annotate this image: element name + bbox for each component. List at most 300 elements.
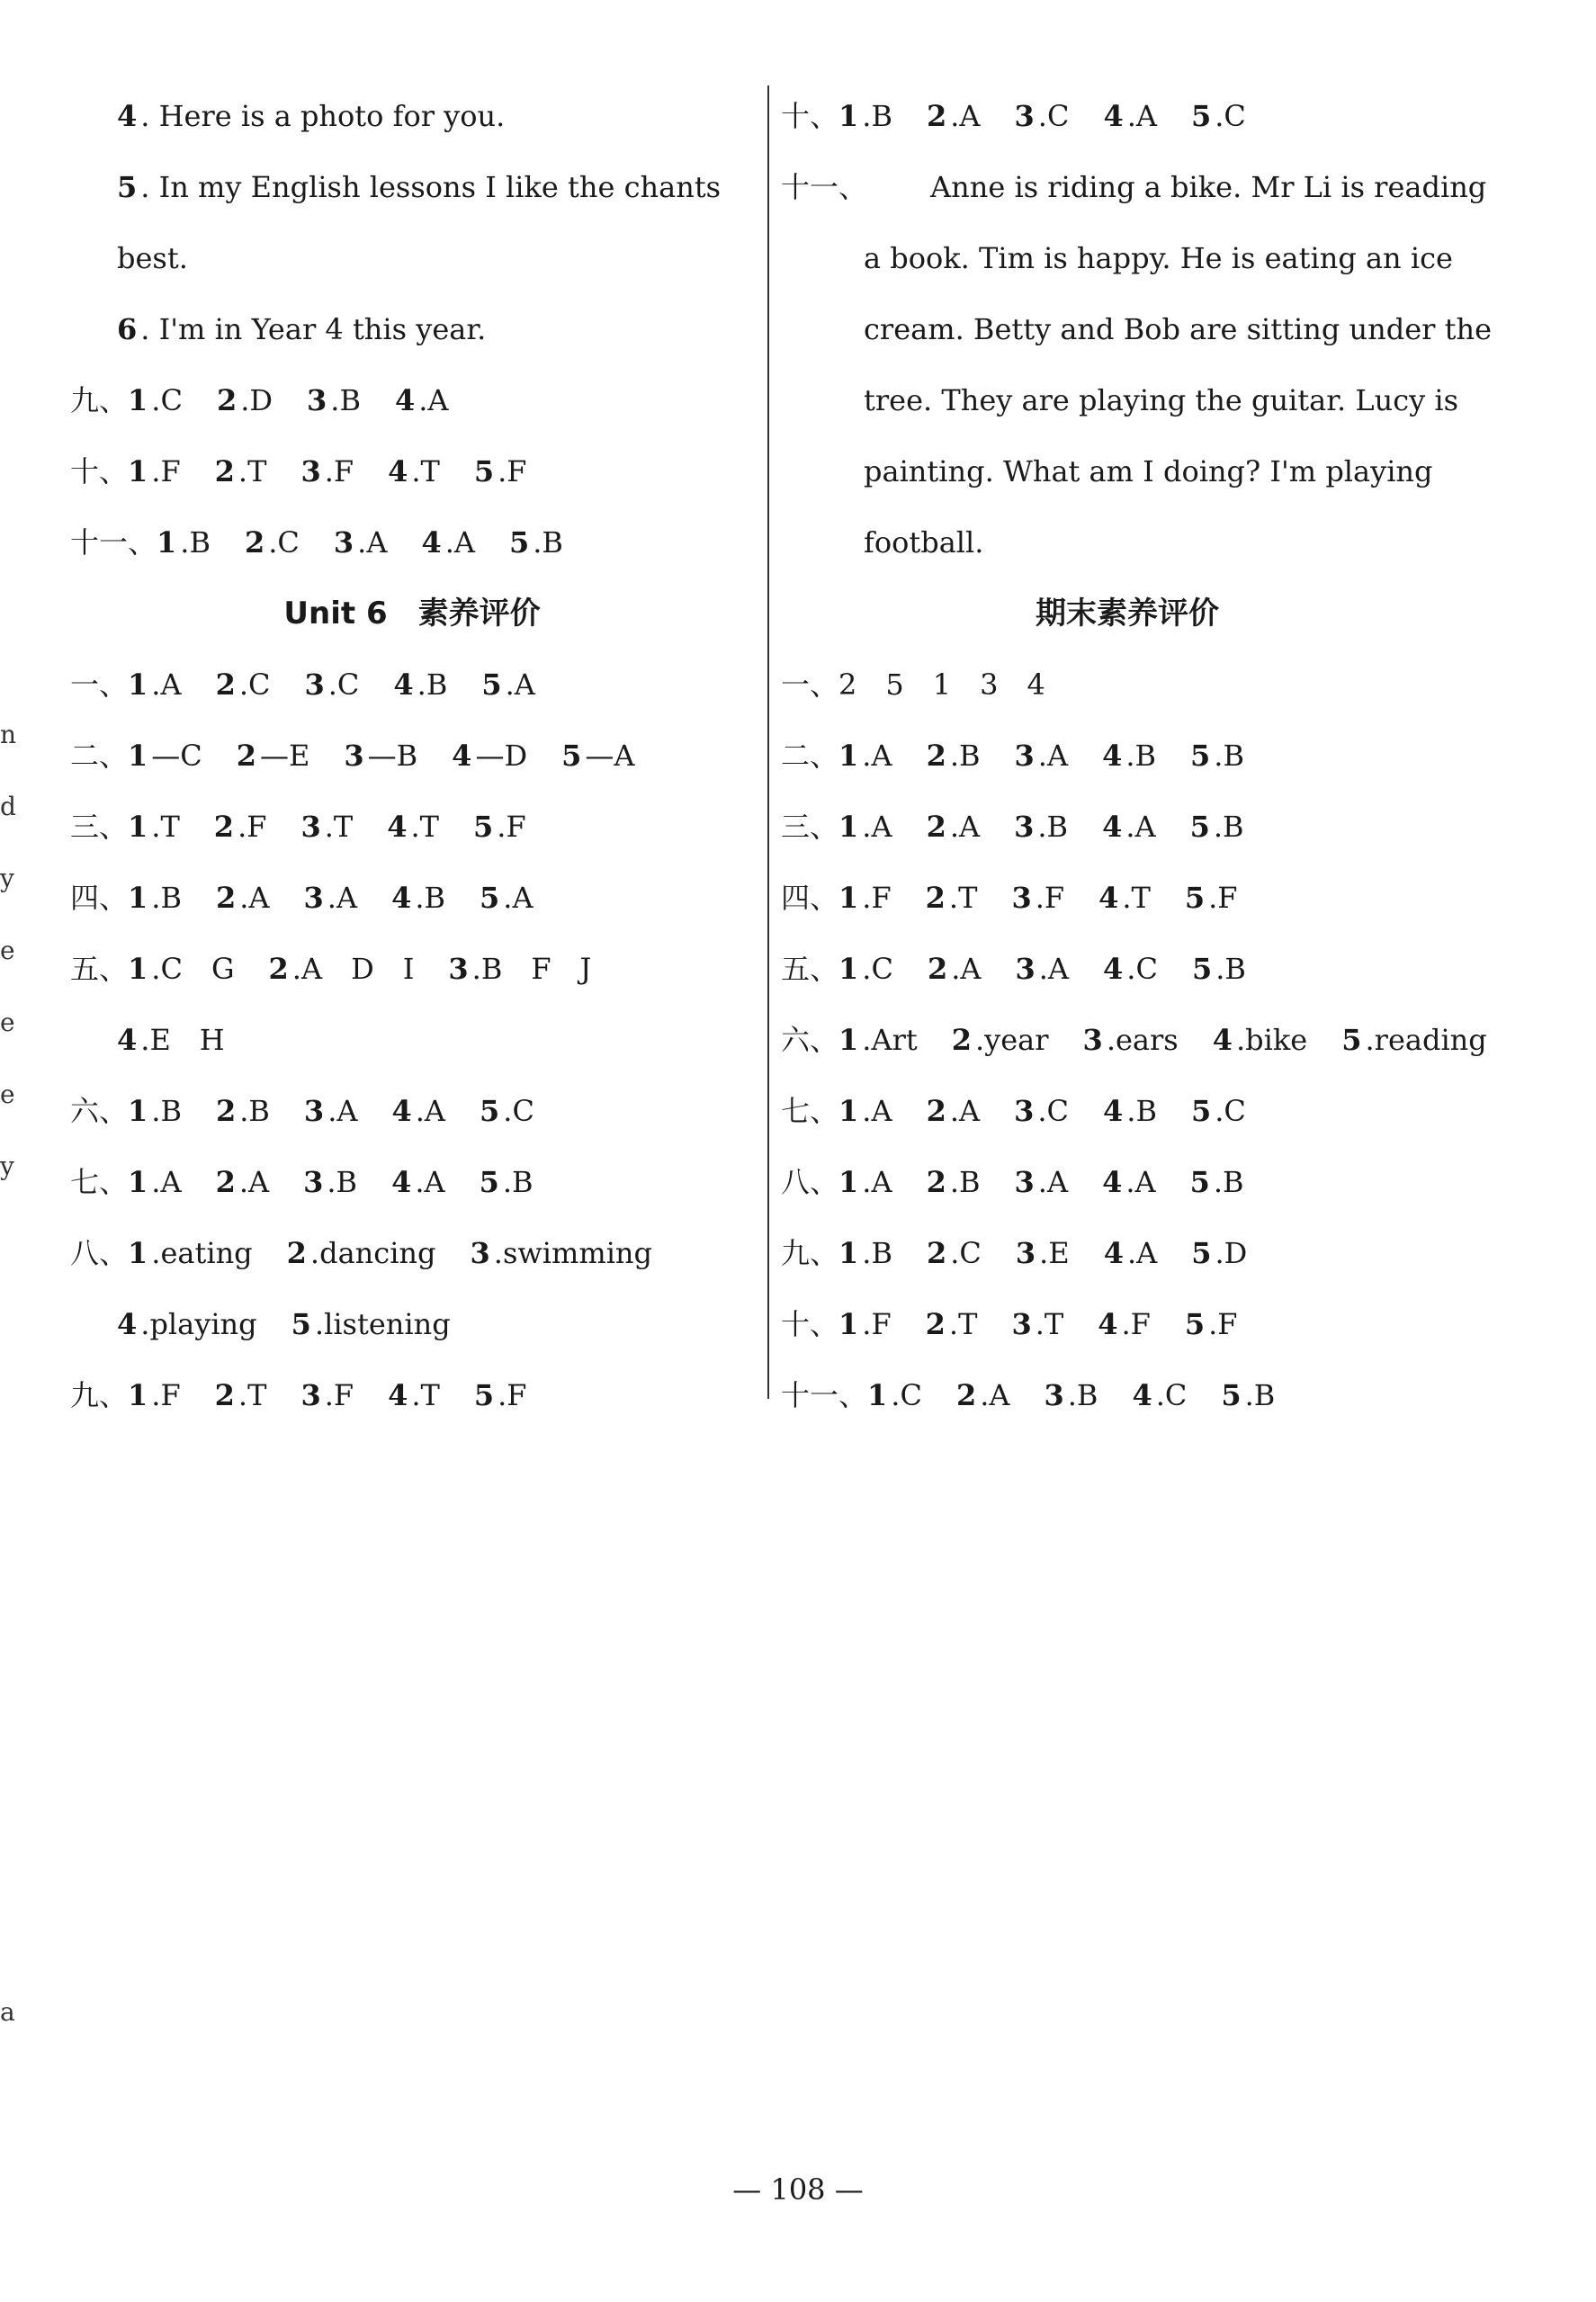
answer-item: 2 .T: [925, 881, 978, 915]
question-number: 1: [838, 99, 859, 133]
answer-row: [70, 1218, 754, 1289]
question-number: 1: [157, 525, 177, 560]
answer-value: listening: [324, 1307, 451, 1341]
question-number: 3: [1015, 1236, 1036, 1270]
paragraph-text: a book. Tim is happy. He is eating an ice: [864, 241, 1453, 275]
answer-value: C: [1046, 1094, 1070, 1128]
answer-value: A: [336, 881, 358, 915]
paragraph-line: [781, 223, 1474, 294]
answer-value: B: [189, 525, 211, 560]
answer-item: 4 .B: [1102, 739, 1157, 773]
answer-value: C: [277, 525, 300, 560]
answer-item: 2 .T: [214, 1378, 267, 1412]
question-number: 4: [452, 739, 472, 773]
question-number: 2: [215, 1165, 236, 1199]
answer-value: A D I: [300, 952, 415, 986]
answer-item: [452, 721, 527, 792]
answer-value: A: [512, 881, 533, 915]
question-number: 4: [1098, 881, 1119, 915]
answer-item: 5 .F: [473, 810, 526, 844]
sentence-line: [70, 223, 754, 294]
answer-value: B: [1253, 1378, 1276, 1412]
answer-value: F: [333, 454, 354, 488]
section-label: 十、: [70, 454, 129, 488]
answer-value: F: [507, 454, 527, 488]
question-number: 4: [117, 99, 138, 133]
answer-item: 5 .A: [480, 881, 533, 915]
answer-value: reading: [1374, 1023, 1487, 1057]
answer-value: B: [1223, 810, 1244, 844]
answer-value: B F J: [480, 952, 592, 986]
answer-value: A: [1047, 952, 1070, 986]
answer-row: [70, 507, 754, 578]
answer-row: [781, 1218, 1474, 1289]
answer-row: [781, 1076, 1474, 1147]
answer-value: A: [366, 525, 388, 560]
question-number: 3: [1014, 739, 1035, 773]
answer-value: F: [247, 810, 267, 844]
section-label: 四、: [70, 881, 129, 915]
question-number: 1: [838, 1094, 859, 1128]
question-number: 5: [1184, 881, 1206, 915]
section-label: 二、: [70, 739, 129, 773]
edge-letter: e: [0, 936, 15, 965]
answer-value: A: [424, 1094, 446, 1128]
question-number: 1: [128, 881, 148, 915]
question-number: 2: [244, 525, 265, 560]
question-number: 1: [838, 739, 859, 773]
answer-row: [70, 1005, 754, 1076]
answer-item: 2 .A: [926, 99, 981, 133]
answer-item: 3 .C: [304, 667, 360, 702]
sentence-text: . Here is a photo for you.: [140, 99, 506, 133]
question-number: 4: [117, 1307, 138, 1341]
question-number: 5: [1189, 1165, 1210, 1199]
question-number: 5: [1184, 1307, 1206, 1341]
answer-item: 4 .B: [1103, 1094, 1157, 1128]
question-number: 4: [1103, 952, 1124, 986]
question-number: 4: [1102, 1165, 1123, 1199]
answer-value: B: [871, 1236, 892, 1270]
section-label: 十、: [781, 1307, 839, 1341]
sentence-text: . I'm in Year 4 this year.: [140, 312, 487, 346]
answer-value: bike: [1245, 1023, 1308, 1057]
question-number: 2: [926, 1236, 947, 1270]
answer-item: 3 .E: [1015, 1236, 1070, 1270]
answer-row: [70, 1360, 754, 1431]
question-number: 5: [479, 1165, 499, 1199]
answer-item: 5 .F: [1184, 1307, 1238, 1341]
question-number: 5: [1189, 810, 1210, 844]
answer-value: —E: [260, 739, 310, 773]
question-number: 5: [1221, 1378, 1242, 1412]
answer-item: 2 .A: [927, 952, 982, 986]
answer-item: 3 .swimming: [470, 1236, 653, 1270]
question-number: 2: [925, 881, 946, 915]
answer-item: 1 .B: [838, 99, 892, 133]
section-label: 七、: [70, 1165, 129, 1199]
answer-item: 4 .E H: [117, 1023, 225, 1057]
question-number: 3: [303, 1165, 324, 1199]
answer-value: A: [871, 739, 892, 773]
question-number: 1: [838, 1165, 859, 1199]
paragraph-line: [781, 294, 1492, 365]
answer-item: 1 .A: [838, 1094, 892, 1128]
answer-value: B: [512, 1165, 533, 1199]
answer-value: playing: [149, 1307, 257, 1341]
answer-row: [781, 1147, 1474, 1218]
answer-value: A: [1134, 810, 1156, 844]
answer-value: T: [958, 1307, 978, 1341]
paragraph-line: [781, 365, 1474, 436]
question-number: 4: [117, 1023, 138, 1057]
question-number: 3: [1014, 1165, 1035, 1199]
answer-item: 1 .C: [128, 383, 183, 417]
answer-item: 3 .A: [1014, 739, 1069, 773]
paragraph-text: Anne is riding a bike. Mr Li is reading: [930, 170, 1487, 204]
answer-item: 3 .T: [1011, 1307, 1064, 1341]
paragraph-line: [781, 152, 1487, 223]
question-number: 2: [268, 952, 289, 986]
answer-value: A: [453, 525, 475, 560]
question-number: 2: [925, 1307, 946, 1341]
question-number: 3: [1011, 881, 1032, 915]
answer-item: 5 .listening: [291, 1307, 451, 1341]
section-label: 四、: [781, 881, 839, 915]
answer-item: 1 .C: [867, 1378, 922, 1412]
question-number: 3: [300, 810, 321, 844]
answer-row: [70, 792, 754, 863]
answer-row: [70, 934, 754, 1005]
question-number: 1: [128, 667, 148, 702]
answer-value: T: [247, 1378, 267, 1412]
question-number: 5: [480, 881, 500, 915]
answer-value: A: [336, 1094, 358, 1128]
question-number: 5: [1190, 1094, 1212, 1128]
answer-item: 3 .C: [1014, 1094, 1070, 1128]
answer-item: 1 .B: [128, 1094, 182, 1128]
answer-item: [838, 649, 1045, 721]
answer-value: B: [542, 525, 563, 560]
answer-item: 5 .F: [473, 454, 527, 488]
answer-item: 4 .A: [1102, 1165, 1156, 1199]
answer-item: 3 .C: [1014, 99, 1070, 133]
question-number: 5: [481, 667, 502, 702]
answer-item: 1 .C: [838, 952, 893, 986]
question-number: 4: [391, 1165, 412, 1199]
edge-letter: y: [0, 1151, 14, 1181]
question-number: 2: [214, 1378, 235, 1412]
answer-value: A: [1134, 1165, 1156, 1199]
question-number: 5: [473, 454, 495, 488]
answer-value: A: [248, 1165, 270, 1199]
question-number: 2: [955, 1378, 977, 1412]
answer-value: T: [247, 454, 267, 488]
answer-item: 2 .A: [926, 810, 981, 844]
question-number: 3: [1014, 1094, 1035, 1128]
sentence-text: . In my English lessons I like the chants: [140, 170, 722, 204]
answer-value: T: [1044, 1307, 1064, 1341]
answer-row: [70, 365, 754, 436]
answer-item: 4 .A: [394, 383, 449, 417]
answer-item: 4 .bike: [1212, 1023, 1308, 1057]
answer-item: 2 .B: [215, 1094, 270, 1128]
section-label: 九、: [781, 1236, 839, 1270]
answer-value: C: [160, 383, 183, 417]
answer-value: C: [959, 1236, 982, 1270]
answer-value: T: [420, 1378, 440, 1412]
answer-value: A: [871, 1165, 892, 1199]
answer-value: B: [339, 383, 361, 417]
answer-value: —C: [151, 739, 202, 773]
question-number: 1: [838, 1023, 859, 1057]
question-number: 3: [1015, 952, 1036, 986]
question-number: 3: [303, 1094, 325, 1128]
answer-value: C: [1135, 952, 1158, 986]
answer-value: B: [1076, 1378, 1098, 1412]
answer-value: dancing: [319, 1236, 436, 1270]
answer-row: [70, 1147, 754, 1218]
answer-value: A: [427, 383, 449, 417]
answer-item: 2 .A: [955, 1378, 1010, 1412]
answer-row: [70, 1076, 754, 1147]
answer-value: eating: [160, 1236, 253, 1270]
answer-value: F: [160, 454, 181, 488]
edge-letter: y: [0, 864, 14, 893]
answer-item: 4 .B: [393, 667, 448, 702]
answer-value: D: [249, 383, 273, 417]
answer-item: 3 .F: [300, 1378, 354, 1412]
answer-item: 4 .A: [1103, 1236, 1158, 1270]
question-number: 1: [838, 1307, 859, 1341]
answer-item: 1 .T: [128, 810, 180, 844]
answer-value: C: [248, 667, 271, 702]
question-number: 1: [128, 1165, 148, 1199]
answer-value: year: [984, 1023, 1049, 1057]
answer-value: T: [160, 810, 180, 844]
sentence-line: [70, 294, 754, 365]
section-label: 十一、: [781, 1378, 868, 1412]
answer-item: 4 .T: [1098, 881, 1151, 915]
answer-item: 3 .T: [300, 810, 354, 844]
answer-row: [70, 649, 754, 721]
answer-value: A: [1135, 99, 1157, 133]
answer-item: 3 .B: [1014, 810, 1069, 844]
answer-value: B: [160, 1094, 182, 1128]
answer-row: [781, 1005, 1487, 1076]
question-number: 5: [508, 525, 530, 560]
answer-value: 2 5 1 3 4: [838, 667, 1045, 702]
question-number: 4: [1103, 1094, 1124, 1128]
answer-item: 5 .B: [508, 525, 563, 560]
answer-item: 4 .T: [387, 810, 439, 844]
question-number: 1: [838, 952, 859, 986]
answer-item: 3 .A: [1014, 1165, 1069, 1199]
question-number: 3: [304, 667, 325, 702]
question-number: 3: [1082, 1023, 1103, 1057]
answer-item: 4 .A: [1103, 99, 1157, 133]
answer-item: 2 .F: [213, 810, 267, 844]
answer-value: C: [1046, 99, 1070, 133]
question-number: 2: [215, 881, 237, 915]
answer-value: B: [1223, 1165, 1244, 1199]
question-number: 2: [951, 1023, 972, 1057]
answer-item: 1 .Art: [838, 1023, 918, 1057]
answer-row: [781, 1360, 1474, 1431]
question-number: 1: [128, 1378, 148, 1412]
answer-value: B: [336, 1165, 358, 1199]
answer-item: 2 .D: [216, 383, 273, 417]
answer-item: 4 .A: [421, 525, 475, 560]
question-number: 1: [838, 810, 859, 844]
question-number: 1: [128, 383, 148, 417]
question-number: 3: [303, 881, 324, 915]
question-number: 2: [215, 1094, 237, 1128]
answer-item: 2 .C: [244, 525, 300, 560]
question-number: 2: [236, 739, 257, 773]
answer-row: [781, 649, 1474, 721]
question-number: 3: [300, 454, 321, 488]
answer-value: F: [333, 1378, 354, 1412]
question-number: 1: [128, 454, 148, 488]
answer-value: A: [871, 1094, 892, 1128]
answer-item: 3 .A: [333, 525, 388, 560]
section-label: 八、: [781, 1165, 839, 1199]
answer-item: 5 .A: [481, 667, 535, 702]
answer-item: 5 .C: [1190, 99, 1246, 133]
question-number: 3: [333, 525, 354, 560]
answer-item: [344, 721, 417, 792]
answer-value: B: [1224, 952, 1246, 986]
answer-value: F: [1044, 881, 1065, 915]
answer-item: 4 .C: [1103, 952, 1158, 986]
answer-item: 1 .A: [838, 810, 892, 844]
answer-value: B: [1223, 739, 1244, 773]
answer-item: 1 .B: [838, 1236, 892, 1270]
answer-value: C: [336, 667, 360, 702]
answer-item: 1 .F: [128, 1378, 181, 1412]
answer-value: C: [1224, 1094, 1246, 1128]
question-number: 5: [1191, 1236, 1212, 1270]
answer-item: 3 .B: [303, 1165, 358, 1199]
section-label: 三、: [70, 810, 129, 844]
answer-item: 4 .T: [388, 1378, 440, 1412]
section-label: 九、: [70, 1378, 129, 1412]
answer-item: 2 .A: [215, 1165, 270, 1199]
answer-item: 5 .C: [480, 1094, 534, 1128]
answer-value: C: [1224, 99, 1246, 133]
answer-item: [237, 721, 310, 792]
question-number: 4: [1102, 810, 1123, 844]
answer-value: D: [1224, 1236, 1248, 1270]
sentence-line: [70, 81, 754, 152]
answer-item: 5 .F: [1184, 881, 1238, 915]
question-number: 1: [128, 1094, 148, 1128]
answer-value: A: [424, 1165, 445, 1199]
answer-item: 2 .A: [926, 1094, 981, 1128]
question-number: 2: [215, 667, 236, 702]
answer-item: 3 .F: [1011, 881, 1065, 915]
answer-item: 4 .playing: [117, 1307, 257, 1341]
question-number: 5: [117, 170, 138, 204]
edge-letter: d: [0, 792, 16, 821]
answer-value: ears: [1115, 1023, 1179, 1057]
question-number: 5: [291, 1307, 311, 1341]
question-number: 4: [1132, 1378, 1152, 1412]
answer-value: A: [989, 1378, 1010, 1412]
answer-item: 1 .A: [128, 1165, 182, 1199]
question-number: 5: [473, 810, 494, 844]
question-number: 2: [214, 454, 235, 488]
answer-value: F: [871, 1307, 892, 1341]
answer-value: A: [1046, 1165, 1069, 1199]
answer-item: 5 .B: [1221, 1378, 1276, 1412]
column-divider: [767, 85, 769, 1399]
answer-value: B: [160, 881, 182, 915]
question-number: 4: [388, 454, 408, 488]
answer-item: 3 .ears: [1082, 1023, 1179, 1057]
edge-letter: n: [0, 720, 17, 749]
answer-value: C: [900, 1378, 922, 1412]
question-number: 2: [927, 952, 948, 986]
answer-item: 1 .F: [838, 1307, 892, 1341]
question-number: 4: [391, 881, 412, 915]
answer-value: C: [1164, 1378, 1188, 1412]
answer-item: 3 .A: [1015, 952, 1070, 986]
answer-value: B: [424, 881, 446, 915]
answer-item: 5 .B: [1190, 739, 1244, 773]
answer-item: 3 .B: [1044, 1378, 1098, 1412]
question-number: 4: [1103, 1236, 1124, 1270]
question-number: 3: [1014, 99, 1035, 133]
question-number: 6: [117, 312, 138, 346]
section-label: 五、: [70, 952, 129, 986]
answer-item: 3 .A: [303, 1094, 358, 1128]
question-number: 1: [128, 739, 148, 773]
question-number: 3: [1044, 1378, 1064, 1412]
section-label: 一、: [781, 667, 839, 702]
question-number: 4: [1098, 1307, 1118, 1341]
paragraph-text: tree. They are playing the guitar. Lucy is: [864, 383, 1459, 417]
question-number: 4: [391, 1094, 412, 1128]
answer-value: F: [506, 810, 526, 844]
question-number: 2: [926, 810, 946, 844]
paragraph-line: [781, 436, 1474, 507]
answer-item: [128, 721, 202, 792]
section-label: 五、: [781, 952, 839, 986]
answer-value: B: [959, 1165, 981, 1199]
answer-item: 4 .F: [1098, 1307, 1151, 1341]
question-number: 2: [216, 383, 238, 417]
answer-value: A: [959, 99, 981, 133]
question-number: 1: [867, 1378, 888, 1412]
answer-item: 2 .T: [925, 1307, 978, 1341]
answer-item: 2 .C: [215, 667, 271, 702]
answer-value: F: [1217, 1307, 1238, 1341]
answer-row: [781, 863, 1474, 934]
question-number: 4: [1102, 739, 1123, 773]
paragraph-line: [781, 507, 1474, 578]
question-number: 1: [128, 1236, 148, 1270]
answer-item: 5 .B: [1189, 1165, 1244, 1199]
answer-row: [781, 792, 1474, 863]
question-number: 2: [286, 1236, 307, 1270]
answer-item: 1 .A: [128, 667, 182, 702]
answer-item: 1 .eating: [128, 1236, 253, 1270]
answer-value: B: [1046, 810, 1069, 844]
left-column: [70, 81, 754, 1431]
question-number: 1: [838, 1236, 859, 1270]
